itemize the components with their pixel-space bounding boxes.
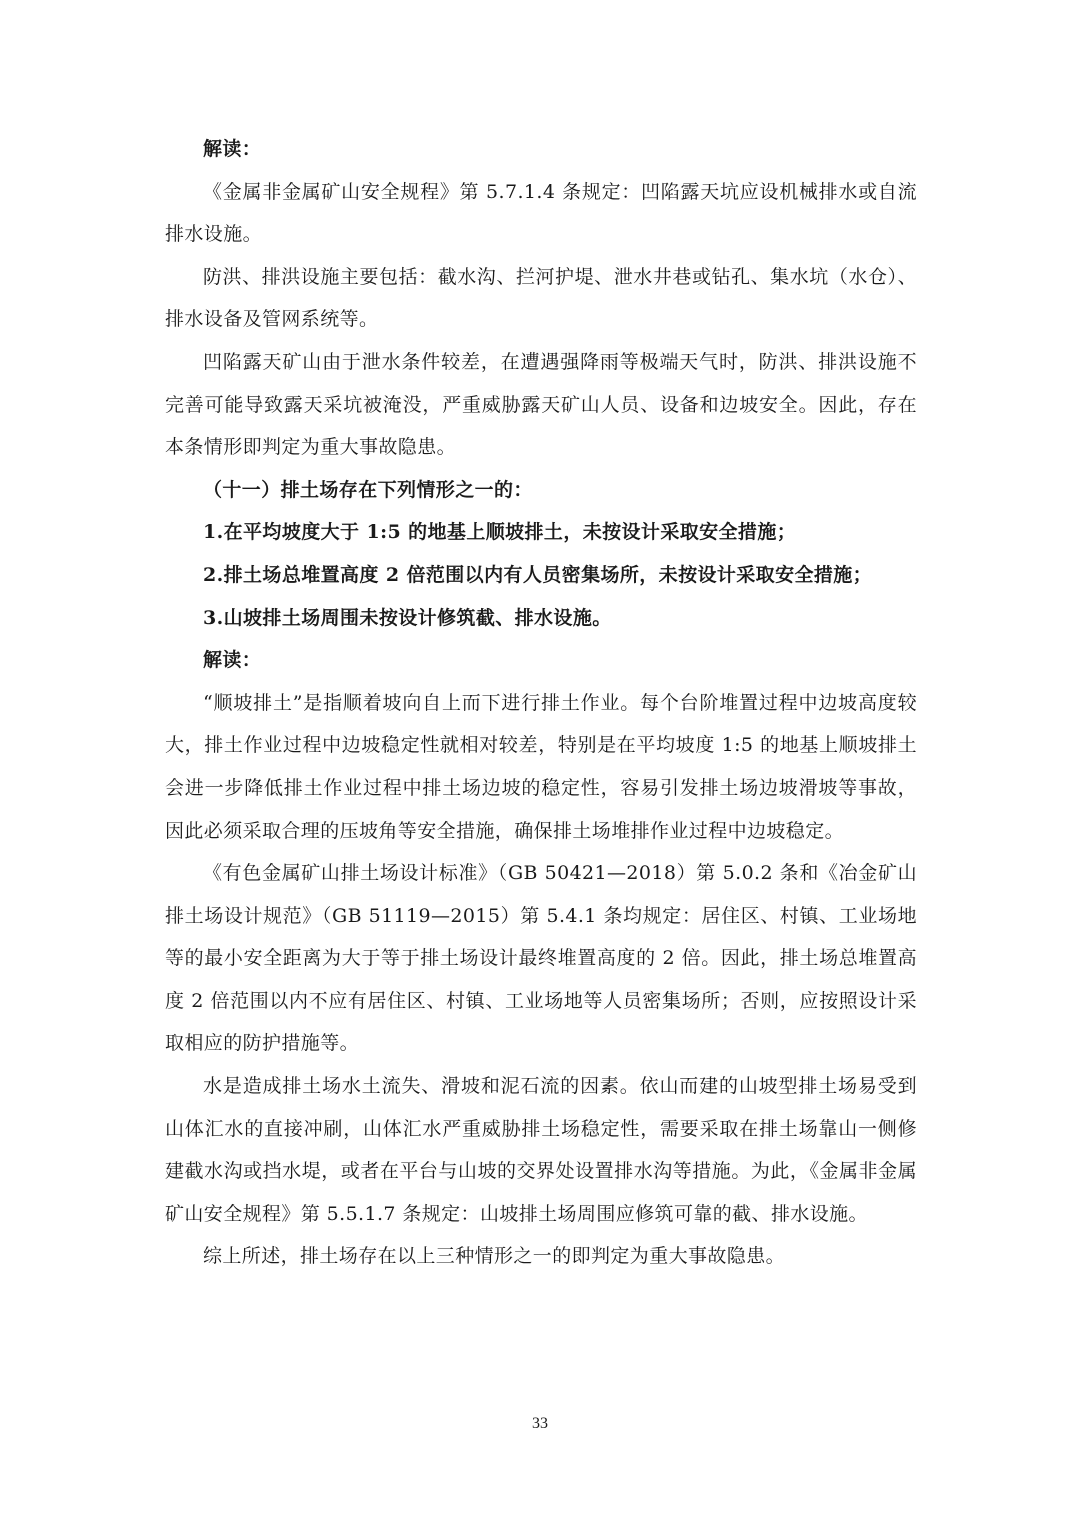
paragraph-flood-facilities: 防洪、排洪设施主要包括：截水沟、拦河护堤、泄水井巷或钻孔、集水坑（水仓）、排水设备及管网系统等。	[165, 265, 917, 331]
condition-item-3: 3.山坡排土场周围未按设计修筑截、排水设施。	[203, 606, 612, 629]
paragraph-design-standards: 《有色金属矿山排土场设计标准》（GB 50421—2018）第 5.0.2 条和《冶金矿山排土场设计规范》（GB 51119—2015）第 5.4.1 条均规定：居住区、村镇、工业场地等的最小安全距离为大于等于排土场设计最终堆置高度的 2 倍。因此，排土场总堆置高度 2 倍范围以内不应有居住区、村镇、工业场地等人员密集场所；否则，应按照设计采取相应的防护措施等。	[165, 862, 917, 1055]
paragraph-slope-dumping: “顺坡排土”是指顺着坡向自上而下进行排土作业。每个台阶堆置过程中边坡高度较大，排土作业过程中边坡稳定性就相对较差，特别是在平均坡度 1:5 的地基上顺坡排土会进一步降低排土作业过程中排土场边坡的稳定性，容易引发排土场边坡滑坡等事故，因此必须采取合理的压坡角等安全措施，确保排土场堆排作业过程中边坡稳定。	[165, 691, 917, 842]
paragraph-summary: 综上所述，排土场存在以上三种情形之一的即判定为重大事故隐患。	[203, 1245, 786, 1268]
paragraph-pit-drainage-risk: 凹陷露天矿山由于泄水条件较差，在遭遇强降雨等极端天气时，防洪、排洪设施不完善可能导致露天采坑被淹没，严重威胁露天矿山人员、设备和边坡安全。因此，存在本条情形即判定为重大事故隐患。	[165, 350, 917, 459]
paragraph-water-hazard: 水是造成排土场水土流失、滑坡和泥石流的因素。依山而建的山坡型排土场易受到山体汇水的直接冲刷，山体汇水严重威胁排土场稳定性，需要采取在排土场靠山一侧修建截水沟或挡水堤，或者在平台与山坡的交界处设置排水沟等措施。为此，《金属非金属矿山安全规程》第 5.5.1.7 条规定：山坡排土场周围应修筑可靠的截、排水设施。	[165, 1075, 917, 1225]
heading-interpretation-2: 解读：	[203, 649, 262, 672]
condition-item-1: 1.在平均坡度大于 1:5 的地基上顺坡排土，未按设计采取安全措施；	[203, 521, 797, 544]
heading-dump-site-conditions: （十一）排土场存在下列情形之一的：	[203, 478, 533, 501]
page-number: 33	[532, 1415, 548, 1432]
document-body	[165, 128, 917, 1278]
condition-item-2: 2.排土场总堆置高度 2 倍范围以内有人员密集场所，未按设计采取安全措施；	[203, 563, 873, 586]
heading-interpretation-1: 解读：	[203, 138, 262, 160]
paragraph-regulation-5714: 《金属非金属矿山安全规程》第 5.7.1.4 条规定：凹陷露天坑应设机械排水或自流排水设施。	[165, 180, 917, 246]
